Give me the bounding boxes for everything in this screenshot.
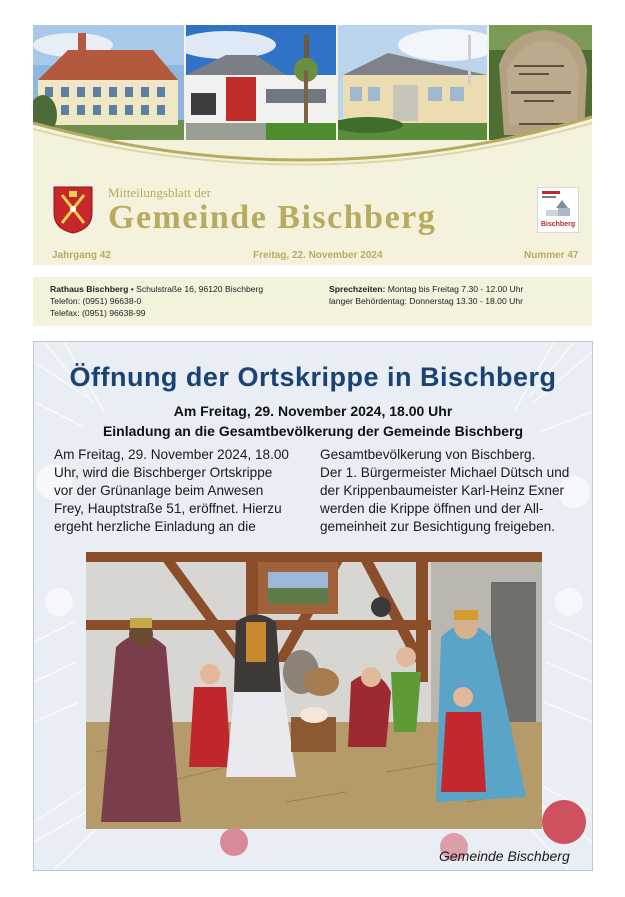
office-hours-text: Montag bis Freitag 7.30 - 12.00 Uhr: [385, 284, 524, 294]
nativity-scene-photo: [86, 552, 542, 829]
article-column-left: [54, 446, 309, 536]
masthead-title: Gemeinde Bischberg: [108, 199, 437, 236]
townhall-address: • Schulstraße 16, 96120 Bischberg: [128, 284, 264, 294]
header-curve: [33, 25, 592, 185]
text-line: der Krippenbaumeister Karl-Heinz Exner: [320, 483, 565, 498]
townhall-name: Rathaus Bischberg: [50, 284, 129, 294]
coat-of-arms-icon: [52, 185, 94, 235]
article-subline-invite: Einladung an die Gesamtbevölkerung der Gemeinde Bischberg: [102, 423, 524, 439]
article-subline-date: Am Freitag, 29. November 2024, 18.00 Uhr: [173, 403, 453, 419]
photo-credit: Gemeinde Bischberg: [439, 848, 570, 864]
jubilee-logo: [537, 187, 579, 233]
issue-date: Freitag, 22. November 2024: [253, 250, 383, 261]
masthead: [33, 25, 592, 265]
text-line: werden die Krippe öffnen und der All-: [320, 501, 544, 516]
issue-number: Nummer 47: [524, 250, 579, 261]
fax-number: Telefax: (0951) 96638-99: [50, 308, 146, 318]
text-line: Der 1. Bürgermeister Michael Dütsch und: [320, 465, 570, 480]
text-line: vor der Grünanlage beim Anwesen: [54, 483, 264, 498]
jubilee-label: Bischberg: [540, 221, 576, 228]
townhall-line: [50, 284, 263, 294]
text-line: Gesamtbevölkerung von Bischberg.: [320, 447, 536, 462]
text-line: Am Freitag, 29. November 2024, 18.00: [54, 447, 289, 462]
article-headline: Öffnung der Ortskrippe in Bischberg: [69, 362, 557, 392]
phone-number: Telefon: (0951) 96638-0: [50, 296, 142, 306]
text-line: ergeht herzliche Einladung an die: [54, 519, 256, 534]
article-box: [33, 341, 593, 871]
volume-label: Jahrgang 42: [52, 250, 111, 261]
contact-bar: [33, 277, 592, 326]
office-hours-label: Sprechzeiten:: [329, 284, 386, 294]
church-icon: [538, 188, 578, 220]
text-line: Frey, Hauptstraße 51, eröffnet. Hierzu: [54, 501, 282, 516]
text-line: gemeinheit zur Besichtigung freigeben.: [320, 519, 556, 534]
text-line: Uhr, wird die Bischberger Ortskrippe: [54, 465, 273, 480]
masthead-subtitle: Mitteilungsblatt der: [108, 185, 211, 200]
article-column-right: [320, 446, 575, 536]
office-hours: [329, 284, 523, 294]
header-photo-strip: [33, 25, 592, 140]
long-office-day: langer Behördentag: Donnerstag 13.30 - 18.00 Uhr: [329, 296, 523, 306]
